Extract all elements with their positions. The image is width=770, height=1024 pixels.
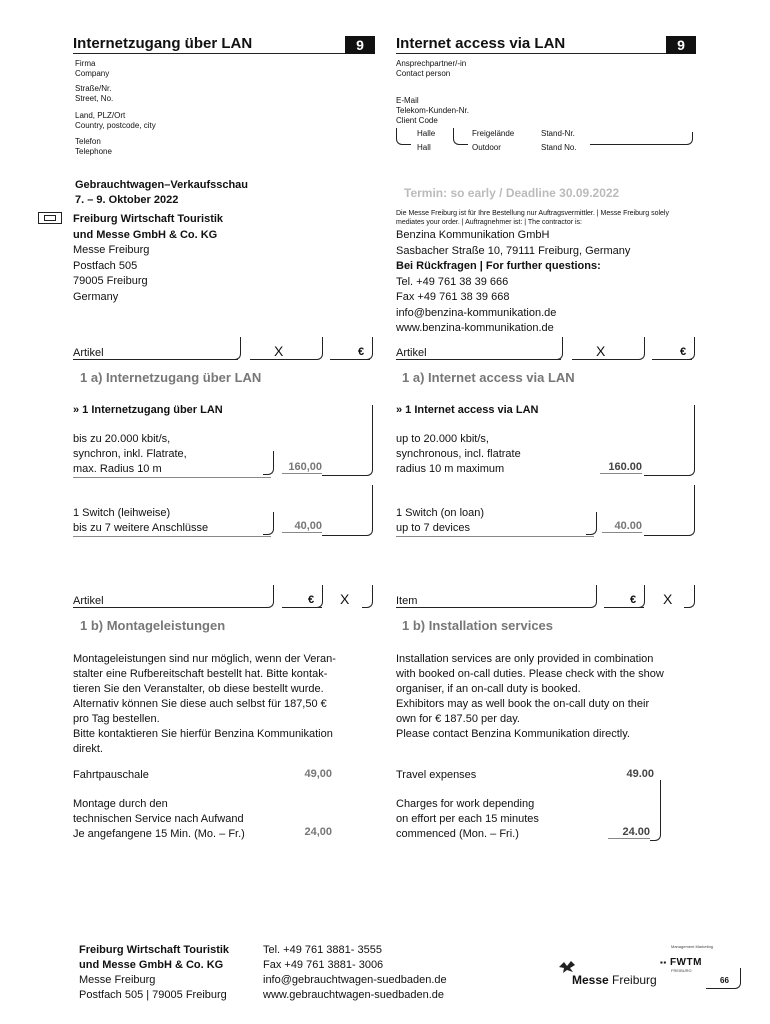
hall-checkbox[interactable]: [396, 128, 411, 145]
item2-price-en: 40.00: [602, 520, 642, 533]
article-label: Artikel: [73, 347, 104, 359]
item2-description-en: 1 Switch (on loan) up to 7 devices: [396, 506, 594, 537]
euro-field-corner: [362, 337, 373, 360]
item1-price-en: 160.00: [600, 461, 642, 474]
page-title-en: Internet access via LAN: [396, 35, 566, 52]
footer-organization: Freiburg Wirtschaft Touristik und Messe GmbH & Co. KG Messe Freiburg Postfach 505 | 79005 Freiburg: [79, 944, 230, 1001]
messe-freiburg-logo: Messe Freiburg: [572, 973, 657, 987]
quantity-x-label: X: [274, 343, 284, 359]
quantity-x-label-b: X: [340, 591, 350, 607]
mediator-note: Die Messe Freiburg ist für Ihre Bestellung nur Auftragsvermittler. | Messe Freiburg solely mediates your order. | Auftragnehmer ist: | The contractor is:: [396, 210, 669, 226]
section-1b-heading-en: 1 b) Installation services: [402, 618, 554, 633]
stand-number-field[interactable]: [590, 132, 693, 145]
fwtm-tagline: Management Marketing: [671, 944, 714, 949]
article-rule-b: [73, 607, 268, 608]
label-telephone: Telefon Telephone: [75, 137, 112, 156]
item2-field-corner: [263, 512, 274, 535]
outdoor-checkbox[interactable]: [453, 128, 468, 145]
work-charges-price: 24,00: [304, 826, 332, 838]
title-rule: [73, 53, 345, 54]
work-quantity-box-en[interactable]: [650, 780, 661, 841]
section-number-badge-en: 9: [666, 36, 696, 54]
article-label-en: Artikel: [396, 347, 427, 359]
article-field-corner: [228, 337, 241, 360]
item2-description: 1 Switch (leihweise) bis zu 7 weitere Anschlüsse: [73, 506, 271, 537]
hall-label: Halle Hall: [417, 129, 436, 152]
section-1a-heading: 1 a) Internetzugang über LAN: [80, 370, 262, 385]
euro-label-b: €: [308, 594, 315, 606]
section-1b-heading: 1 b) Montageleistungen: [80, 618, 226, 633]
quantity-field-corner-b: [362, 585, 373, 608]
label-email-client: E-Mail Telekom-Kunden-Nr. Client Code: [396, 96, 469, 125]
label-country: Land, PLZ/Ort Country, postcode, city: [75, 111, 156, 130]
euro-label: €: [358, 346, 365, 358]
quantity-x-label-en: X: [596, 343, 606, 359]
travel-expenses-price: 49,00: [304, 768, 332, 780]
euro-field-corner-en: [684, 337, 695, 360]
item-title: » 1 Internetzugang über LAN: [73, 404, 223, 416]
article-field-corner-en: [550, 337, 563, 360]
installation-paragraph-en: Installation services are only provided in combination with booked on-call duties. Please check with the show organiser, if an on-call duty is booked. Exhibitors may as well book the on-call duty on their own for € 187.50 per day. Please contact Benzina Kommunikation directly.: [396, 653, 664, 740]
section-1a-heading-en: 1 a) Internet access via LAN: [402, 370, 575, 385]
title-rule-en: [396, 53, 666, 54]
outdoor-label: Freigelände Outdoor: [472, 129, 515, 152]
footer-contact: Tel. +49 761 3881- 3555 Fax +49 761 3881- 3006 info@gebrauchtwagen-suedbaden.de www.gebrauchtwagen-suedbaden.de: [263, 944, 447, 1001]
page-number-corner: [706, 968, 741, 989]
quantity-rule-en: [572, 359, 632, 360]
item-title-en: » 1 Internet access via LAN: [396, 404, 539, 416]
euro-label-en: €: [680, 346, 687, 358]
quantity-rule: [250, 359, 310, 360]
quantity-x-label-b-en: X: [663, 591, 673, 607]
quantity-field-corner: [310, 337, 323, 360]
item1-quantity-box-en[interactable]: [644, 405, 695, 476]
contractor-info: Benzina Kommunikation GmbH Sasbacher Straße 10, 79111 Freiburg, Germany Bei Rückfragen | For further questions: Tel. +49 761 38 39 666 Fax +49 761 38 39 668 info@benzina-kommunikation.de www.benzina-kommunikation.de: [396, 229, 631, 334]
item2-price: 40,00: [282, 520, 322, 533]
item2-quantity-box[interactable]: [322, 485, 373, 536]
window-envelope-icon: [38, 212, 62, 224]
item-rule-b-en: [396, 607, 591, 608]
item1-field-corner: [263, 451, 274, 475]
euro-label-b-en: €: [630, 594, 637, 606]
page-number: 66: [720, 976, 729, 985]
work-charges-description: Montage durch den technischen Service nach Aufwand Je angefangene 15 Min. (Mo. – Fr.): [73, 798, 245, 840]
item1-description: bis zu 20.000 kbit/s, synchron, inkl. Flatrate, max. Radius 10 m: [73, 432, 271, 478]
item2-quantity-box-en[interactable]: [644, 485, 695, 536]
item2-field-corner-en: [586, 512, 597, 535]
work-charges-price-en: 24.00: [608, 826, 650, 839]
item1-description-en: up to 20.000 kbit/s, synchronous, incl. flatrate radius 10 m maximum: [396, 433, 521, 475]
label-street: Straße/Nr. Street, No.: [75, 84, 114, 103]
item-field-corner-b-en: [586, 585, 597, 608]
travel-expenses-price-en: 49.00: [626, 768, 654, 780]
label-contact-person: Ansprechpartner/-in Contact person: [396, 59, 467, 78]
mailing-address: Freiburg Wirtschaft Touristik und Messe GmbH & Co. KG Messe Freiburg Postfach 505 79005 Freiburg Germany: [73, 213, 224, 303]
travel-expenses-label: Fahrtpauschale: [73, 769, 149, 781]
installation-paragraph: Montageleistungen sind nur möglich, wenn der Veran- stalter eine Rufbereitschaft bestellt hat. Bitte kontak- tieren Sie den Veranstalter, ob diese bestellt wurde. Alternativ können Sie diese auch selbst für 187,50 € pro Tag bestellen. Bitte kontaktieren Sie hierfür Benzina Kommunikation direkt.: [73, 653, 336, 755]
page-title-de: Internetzugang über LAN: [73, 35, 253, 52]
article-rule-en: [396, 359, 561, 360]
event-info: Gebrauchtwagen–Verkaufsschau 7. – 9. Oktober 2022: [75, 179, 249, 206]
article-label-b: Artikel: [73, 595, 104, 607]
item-label-b-en: Item: [396, 595, 418, 607]
euro-field-corner-b-en: [634, 585, 645, 608]
article-field-corner-b: [263, 585, 274, 608]
faded-deadline-text: Termin: so early / Deadline 30.09.2022: [404, 186, 620, 200]
fwtm-logo: ▪▪ FWTM: [660, 957, 702, 968]
stand-label: Stand-Nr. Stand No.: [541, 129, 577, 152]
section-number-badge: 9: [345, 36, 375, 54]
quantity-field-corner-en: [632, 337, 645, 360]
quantity-field-corner-b-en: [684, 585, 695, 608]
work-charges-description-en: Charges for work depending on effort per each 15 minutes commenced (Mon. – Fri.): [396, 798, 539, 840]
fwtm-sub: FREIBURG: [671, 968, 692, 973]
item1-quantity-box[interactable]: [322, 405, 373, 476]
euro-field-corner-b: [312, 585, 323, 608]
travel-expenses-label-en: Travel expenses: [396, 769, 477, 781]
article-rule: [73, 359, 238, 360]
label-firma: Firma Company: [75, 59, 110, 78]
item1-price: 160,00: [282, 461, 322, 474]
